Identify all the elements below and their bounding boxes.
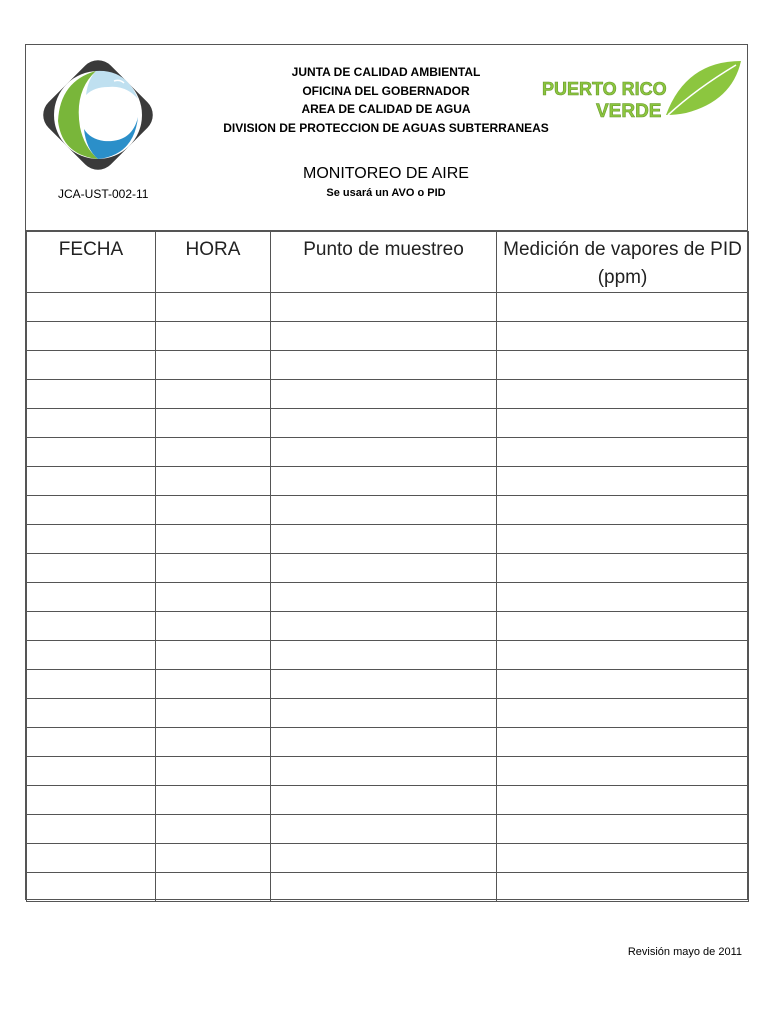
- table-cell[interactable]: [271, 496, 497, 525]
- column-header-fecha: FECHA: [27, 232, 156, 293]
- agency-line: DIVISION DE PROTECCION DE AGUAS SUBTERRANEAS: [223, 120, 549, 135]
- table-cell[interactable]: [156, 554, 271, 583]
- table-cell[interactable]: [156, 293, 271, 322]
- table-cell[interactable]: [271, 293, 497, 322]
- table-cell[interactable]: [497, 786, 749, 815]
- revision-note: Revisión mayo de 2011: [627, 946, 742, 958]
- table-row: [27, 293, 749, 322]
- table-cell[interactable]: [156, 815, 271, 844]
- table-cell[interactable]: [497, 670, 749, 699]
- table-cell[interactable]: [271, 612, 497, 641]
- agency-name-block: [196, 63, 576, 137]
- table-cell[interactable]: [27, 583, 156, 612]
- table-cell[interactable]: [156, 438, 271, 467]
- table-row: [27, 322, 749, 351]
- table-cell[interactable]: [497, 583, 749, 612]
- table-cell[interactable]: [27, 757, 156, 786]
- table-cell[interactable]: [271, 873, 497, 902]
- table-cell[interactable]: [27, 670, 156, 699]
- table-cell[interactable]: [156, 467, 271, 496]
- table-cell[interactable]: [156, 525, 271, 554]
- table-cell[interactable]: [271, 670, 497, 699]
- table-cell[interactable]: [27, 351, 156, 380]
- table-cell[interactable]: [27, 293, 156, 322]
- table-row: [27, 612, 749, 641]
- form-title: MONITOREO DE AIRE: [303, 165, 469, 182]
- table-cell[interactable]: [497, 322, 749, 351]
- table-cell[interactable]: [497, 815, 749, 844]
- table-cell[interactable]: [156, 322, 271, 351]
- table-cell[interactable]: [156, 380, 271, 409]
- table-cell[interactable]: [27, 380, 156, 409]
- table-cell[interactable]: [497, 351, 749, 380]
- agency-line: OFICINA DEL GOBERNADOR: [302, 83, 470, 98]
- table-cell[interactable]: [497, 873, 749, 902]
- table-body: [27, 293, 749, 902]
- table-cell[interactable]: [156, 757, 271, 786]
- column-header-medicion-pid: Medición de vapores de PID (ppm): [497, 232, 749, 293]
- table-cell[interactable]: [497, 728, 749, 757]
- table-row: [27, 786, 749, 815]
- table-cell[interactable]: [156, 699, 271, 728]
- table-cell[interactable]: [497, 612, 749, 641]
- form-code: JCA-UST-002-11: [58, 187, 149, 201]
- table-cell[interactable]: [271, 728, 497, 757]
- table-cell[interactable]: [497, 380, 749, 409]
- table-cell[interactable]: [27, 641, 156, 670]
- table-cell[interactable]: [27, 873, 156, 902]
- table-cell[interactable]: [497, 496, 749, 525]
- table-cell[interactable]: [27, 786, 156, 815]
- table-cell[interactable]: [271, 525, 497, 554]
- agency-line: AREA DE CALIDAD DE AGUA: [301, 102, 471, 116]
- form-subtitle: Se usará un AVO o PID: [326, 187, 446, 199]
- table-row: [27, 641, 749, 670]
- table-cell[interactable]: [271, 322, 497, 351]
- table-cell[interactable]: [497, 699, 749, 728]
- table-cell[interactable]: [156, 670, 271, 699]
- column-header-punto-de-muestreo: Punto de muestreo: [271, 232, 497, 293]
- form-header: [26, 45, 747, 231]
- table-cell[interactable]: [271, 467, 497, 496]
- table-cell[interactable]: [156, 496, 271, 525]
- monitoring-log-table: [26, 231, 749, 902]
- table-cell[interactable]: [271, 409, 497, 438]
- table-cell[interactable]: [271, 438, 497, 467]
- table-cell[interactable]: [271, 699, 497, 728]
- table-row: [27, 438, 749, 467]
- table-cell[interactable]: [497, 641, 749, 670]
- logo-text-line1: PUERTO RICO: [542, 79, 667, 99]
- table-cell[interactable]: [497, 438, 749, 467]
- table-header-row: [27, 232, 749, 293]
- table-cell[interactable]: [27, 612, 156, 641]
- table-row: [27, 380, 749, 409]
- table-row: [27, 728, 749, 757]
- table-cell[interactable]: [156, 844, 271, 873]
- table-cell[interactable]: [497, 409, 749, 438]
- table-cell[interactable]: [271, 786, 497, 815]
- table-cell[interactable]: [271, 554, 497, 583]
- table-cell[interactable]: [27, 467, 156, 496]
- table-cell[interactable]: [27, 409, 156, 438]
- table-row: [27, 873, 749, 902]
- table-cell[interactable]: [27, 815, 156, 844]
- table-row: [27, 844, 749, 873]
- table-cell[interactable]: [271, 815, 497, 844]
- table-cell[interactable]: [497, 757, 749, 786]
- table-row: [27, 757, 749, 786]
- table-cell[interactable]: [497, 554, 749, 583]
- table-row: [27, 583, 749, 612]
- table-cell[interactable]: [156, 786, 271, 815]
- table-row: [27, 554, 749, 583]
- form-frame: [25, 44, 748, 900]
- table-cell[interactable]: [27, 525, 156, 554]
- table-row: [27, 815, 749, 844]
- table-cell[interactable]: [497, 525, 749, 554]
- table-row: [27, 670, 749, 699]
- table-cell[interactable]: [27, 438, 156, 467]
- table-cell[interactable]: [156, 641, 271, 670]
- table-row: [27, 467, 749, 496]
- table-cell[interactable]: [271, 583, 497, 612]
- table-cell[interactable]: [271, 844, 497, 873]
- logo-text-line2: VERDE: [596, 101, 662, 122]
- table-row: [27, 525, 749, 554]
- table-cell[interactable]: [497, 467, 749, 496]
- table-cell[interactable]: [27, 496, 156, 525]
- table-cell[interactable]: [156, 409, 271, 438]
- puerto-rico-verde-logo: [536, 53, 746, 125]
- table-cell[interactable]: [271, 380, 497, 409]
- table-cell[interactable]: [27, 728, 156, 757]
- table-row: [27, 351, 749, 380]
- table-cell[interactable]: [156, 873, 271, 902]
- table-cell[interactable]: [156, 583, 271, 612]
- table-cell[interactable]: [27, 699, 156, 728]
- table-cell[interactable]: [156, 612, 271, 641]
- jca-logo: [34, 51, 162, 179]
- table-cell[interactable]: [27, 844, 156, 873]
- table-row: [27, 409, 749, 438]
- table-cell[interactable]: [27, 554, 156, 583]
- table-cell[interactable]: [271, 757, 497, 786]
- table-cell[interactable]: [497, 844, 749, 873]
- agency-line: JUNTA DE CALIDAD AMBIENTAL: [291, 65, 481, 79]
- table-row: [27, 496, 749, 525]
- table-cell[interactable]: [271, 641, 497, 670]
- table-cell[interactable]: [271, 351, 497, 380]
- table-row: [27, 699, 749, 728]
- table-cell[interactable]: [156, 351, 271, 380]
- table-cell[interactable]: [27, 322, 156, 351]
- column-header-hora: HORA: [156, 232, 271, 293]
- table-cell[interactable]: [156, 728, 271, 757]
- table-cell[interactable]: [497, 293, 749, 322]
